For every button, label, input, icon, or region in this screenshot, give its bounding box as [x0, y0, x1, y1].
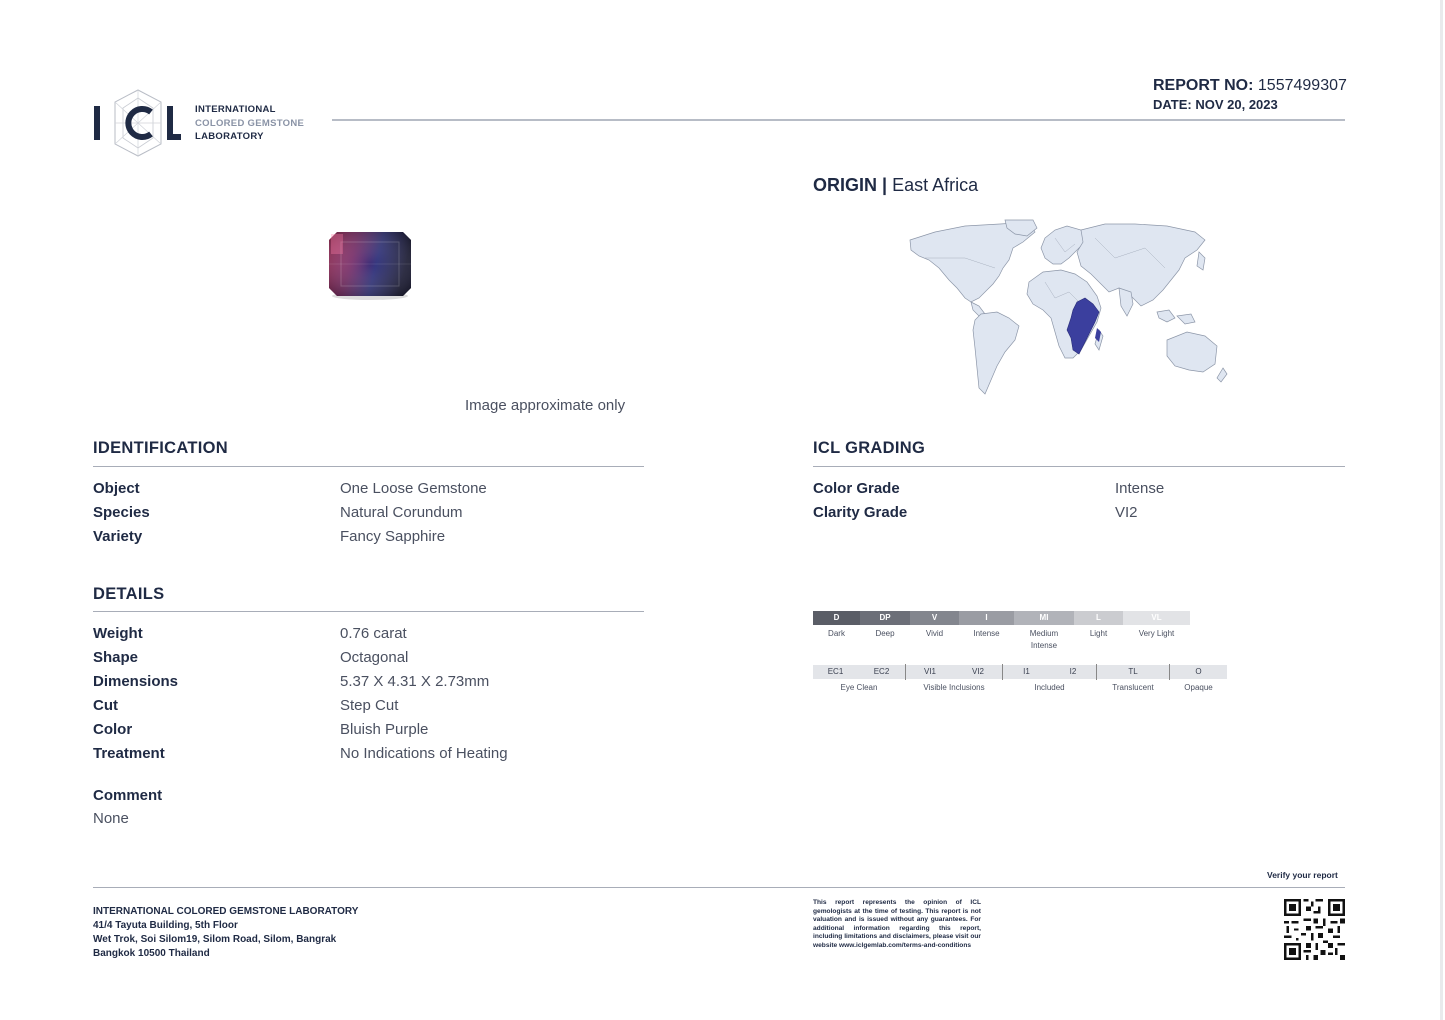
dimensions-value: 5.37 X 4.31 X 2.73mm [340, 673, 490, 690]
clarity-cell-i1: I1 [1003, 665, 1050, 679]
address-line-3: Wet Trok, Soi Silom19, Silom Road, Silom, Bangrak [93, 934, 337, 945]
color-scale-cell-l: L [1074, 611, 1123, 625]
report-date: DATE: NOV 20, 2023 [1153, 97, 1278, 112]
image-note: Image approximate only [465, 397, 626, 414]
clarity-group-eye-clean: Eye Clean [840, 683, 878, 692]
weight-value: 0.76 carat [340, 625, 407, 642]
gemstone-image [327, 230, 413, 300]
origin-heading [813, 175, 978, 196]
clarity-cell-tl: TL [1097, 665, 1169, 679]
color-scale-label-deep: Deep [875, 629, 895, 638]
species-value: Natural Corundum [340, 504, 463, 521]
color-scale-label-vivid: Vivid [925, 629, 944, 638]
origin-label: ORIGIN [813, 175, 878, 195]
color-scale-cell-vl: VL [1123, 611, 1190, 625]
qr-code-icon[interactable] [1284, 899, 1345, 960]
lab-address [93, 905, 358, 961]
variety-label: Variety [93, 528, 143, 545]
identification-divider [93, 466, 644, 467]
header-divider [332, 119, 1345, 121]
treatment-label: Treatment [93, 745, 165, 762]
page-edge [1440, 0, 1443, 1020]
color-scale-label-medium: Medium [1029, 629, 1059, 638]
clarity-cell-i2: I2 [1050, 665, 1096, 679]
details-title: DETAILS [93, 585, 165, 603]
comment-value: None [93, 810, 129, 827]
clarity-group-visible-inclusions: Visible Inclusions [923, 683, 985, 692]
color-scale-label-intense: Intense [973, 629, 1000, 638]
grading-title: ICL GRADING [813, 439, 926, 457]
clarity-separator [905, 664, 906, 680]
clarity-separator [1169, 664, 1170, 680]
clarity-cell-vi1: VI1 [906, 665, 954, 679]
clarity-group-included: Included [1034, 683, 1065, 692]
clarity-group-translucent: Translucent [1112, 683, 1154, 692]
comment-label: Comment [93, 787, 163, 804]
variety-value: Fancy Sapphire [340, 528, 446, 545]
clarity-separator [1096, 664, 1097, 680]
color-scale-cell-dp: DP [860, 611, 910, 625]
address-line-1: INTERNATIONAL COLORED GEMSTONE LABORATORY [93, 906, 359, 917]
color-scale-cell-mi: MI [1014, 611, 1074, 625]
disclaimer-text: This report represents the opinion of ICL gemologists at the time of testing. This report is not valuation and is issued without any guarantees. For additional information regarding this report, including limitations and disclaimers, please visit our website www.iclgemlab.com/terms-and-conditions [813, 899, 981, 949]
report-number [1153, 77, 1347, 95]
shape-label: Shape [93, 649, 139, 666]
color-scale-label-dark: Dark [828, 629, 845, 638]
clarity-grade-label: Clarity Grade [813, 504, 908, 521]
grading-divider [813, 466, 1345, 467]
color-scale-cell-d: D [813, 611, 860, 625]
dimensions-label: Dimensions [93, 673, 179, 690]
cut-value: Step Cut [340, 697, 399, 714]
clarity-cell-ec2: EC2 [858, 665, 905, 679]
color-value: Bluish Purple [340, 721, 429, 738]
color-grade-label: Color Grade [813, 480, 900, 497]
logo-line-3: LABORATORY [195, 131, 264, 142]
object-label: Object [93, 480, 140, 497]
logo-wordmark [195, 103, 304, 144]
details-divider [93, 611, 644, 612]
origin-separator: | [882, 175, 888, 195]
logo-line-2: COLORED GEMSTONE [195, 117, 305, 129]
clarity-separator [1002, 664, 1003, 680]
clarity-cell-o: O [1170, 665, 1227, 679]
report-number-value: 1557499307 [1257, 77, 1347, 94]
color-label: Color [93, 721, 133, 738]
identification-title: IDENTIFICATION [93, 439, 228, 457]
species-label: Species [93, 504, 150, 521]
color-scale-cell-i: I [959, 611, 1014, 625]
color-scale-label-very-light: Very Light [1138, 629, 1175, 638]
address-line-4: Bangkok 10500 Thailand [93, 948, 210, 959]
shape-value: Octagonal [340, 649, 409, 666]
icl-logo-icon [93, 88, 183, 158]
address-line-2: 41/4 Tayuta Building, 5th Floor [93, 920, 238, 931]
clarity-group-opaque: Opaque [1184, 683, 1213, 692]
report-number-label: REPORT NO: [1153, 77, 1254, 94]
cut-label: Cut [93, 697, 118, 714]
clarity-cell-vi2: VI2 [954, 665, 1002, 679]
clarity-grade-value: VI2 [1115, 504, 1138, 521]
color-scale-label-light: Light [1089, 629, 1108, 638]
object-value: One Loose Gemstone [340, 480, 487, 497]
treatment-value: No Indications of Heating [340, 745, 508, 762]
color-scale-cell-v: V [910, 611, 959, 625]
logo-line-1: INTERNATIONAL [195, 104, 276, 115]
world-map [905, 218, 1245, 398]
color-scale-label-medium-intense: Intense [1030, 641, 1058, 650]
weight-label: Weight [93, 625, 143, 642]
clarity-cell-ec1: EC1 [813, 665, 858, 679]
verify-report-label: Verify your report [1267, 870, 1338, 880]
origin-value: East Africa [892, 175, 979, 195]
footer-divider [93, 887, 1345, 888]
color-grade-value: Intense [1115, 480, 1165, 497]
